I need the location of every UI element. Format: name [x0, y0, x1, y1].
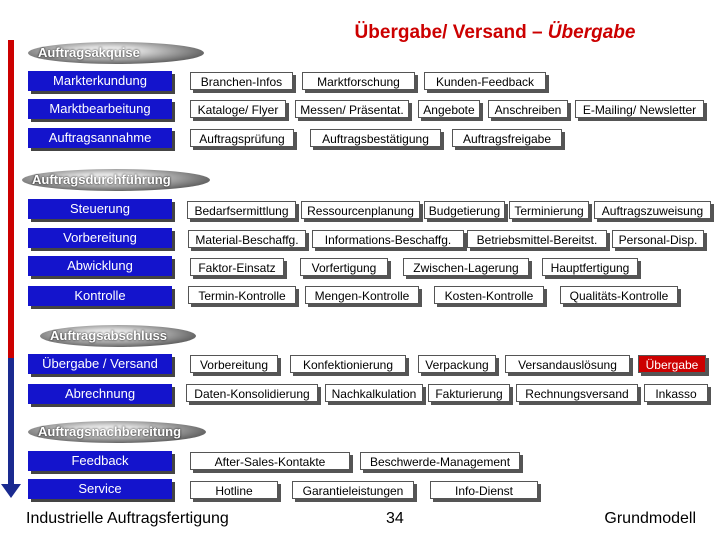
box-mengen-kontrolle: Mengen-Kontrolle	[305, 286, 419, 304]
box-marktforschung: Marktforschung	[302, 72, 415, 90]
box-nachkalkulation: Nachkalkulation	[325, 384, 423, 402]
box-zwischen-lagerung: Zwischen-Lagerung	[403, 258, 529, 276]
phase-auftragsakquise: Auftragsakquise	[28, 42, 204, 64]
box-bedarfsermittlung: Bedarfsermittlung	[187, 201, 296, 219]
box-kosten-kontrolle: Kosten-Kontrolle	[434, 286, 544, 304]
box-info-dienst: Info-Dienst	[430, 481, 538, 499]
box-rechnungsversand: Rechnungsversand	[516, 384, 638, 402]
box-fakturierung: Fakturierung	[428, 384, 510, 402]
box-anschreiben: Anschreiben	[488, 100, 568, 118]
box-hauptfertigung: Hauptfertigung	[542, 258, 638, 276]
box-auftragsbestaetigung: Auftragsbestätigung	[310, 129, 441, 147]
label-service: Service	[28, 479, 172, 499]
footer-right: Grundmodell	[604, 510, 696, 527]
box-betriebsmittel-bereitstellung: Betriebsmittel-Bereitst.	[467, 230, 607, 248]
phase-auftragsdurchfuehrung: Auftragsdurchführung	[22, 169, 210, 191]
box-inkasso: Inkasso	[644, 384, 708, 402]
page-title	[300, 22, 690, 44]
label-abwicklung: Abwicklung	[28, 256, 172, 276]
page-number: 34	[386, 510, 404, 527]
label-vorbereitung: Vorbereitung	[28, 228, 172, 248]
phase-auftragsnachbereitung: Auftragsnachbereitung	[28, 421, 206, 443]
box-daten-konsolidierung: Daten-Konsolidierung	[186, 384, 318, 402]
box-auftragszuweisung: Auftragszuweisung	[594, 201, 711, 219]
box-qualitaets-kontrolle: Qualitäts-Kontrolle	[560, 286, 678, 304]
label-steuerung: Steuerung	[28, 199, 172, 219]
box-e-mailing-newsletter: E-Mailing/ Newsletter	[575, 100, 704, 118]
label-marktbearbeitung: Marktbearbeitung	[28, 99, 172, 119]
box-verpackung: Verpackung	[418, 355, 496, 373]
box-budgetierung: Budgetierung	[424, 201, 505, 219]
box-beschwerde-management: Beschwerde-Management	[360, 452, 520, 470]
label-auftragsannahme: Auftragsannahme	[28, 128, 172, 148]
label-abrechnung: Abrechnung	[28, 384, 172, 404]
box-angebote: Angebote	[418, 100, 480, 118]
box-vorbereitung: Vorbereitung	[190, 355, 278, 373]
label-markterkundung: Markterkundung	[28, 71, 172, 91]
label-uebergabe-versand: Übergabe / Versand	[28, 354, 172, 374]
box-ressourcenplanung: Ressourcenplanung	[301, 201, 420, 219]
box-terminierung: Terminierung	[509, 201, 589, 219]
box-kunden-feedback: Kunden-Feedback	[424, 72, 546, 90]
label-kontrolle: Kontrolle	[28, 286, 172, 306]
box-versandausloesung: Versandauslösung	[505, 355, 630, 373]
box-informations-beschaffung: Informations-Beschaffg.	[312, 230, 464, 248]
box-auftragsfreigabe: Auftragsfreigabe	[452, 129, 562, 147]
box-material-beschaffung: Material-Beschaffg.	[188, 230, 306, 248]
label-feedback: Feedback	[28, 451, 172, 471]
box-personal-disposition: Personal-Disp.	[612, 230, 704, 248]
box-hotline: Hotline	[190, 481, 278, 499]
title-highlight: Übergabe	[547, 22, 636, 43]
box-auftragspruefung: Auftragsprüfung	[190, 129, 294, 147]
process-arrow-head	[1, 484, 21, 498]
box-messen-praesentat: Messen/ Präsentat.	[295, 100, 409, 118]
box-after-sales-kontakte: After-Sales-Kontakte	[190, 452, 350, 470]
box-branchen-infos: Branchen-Infos	[190, 72, 293, 90]
footer-left: Industrielle Auftragsfertigung	[26, 510, 229, 527]
process-arrow-bottom	[8, 358, 14, 486]
box-faktor-einsatz: Faktor-Einsatz	[190, 258, 284, 276]
box-termin-kontrolle: Termin-Kontrolle	[188, 286, 296, 304]
process-arrow-top	[8, 40, 14, 358]
box-garantieleistungen: Garantieleistungen	[292, 481, 414, 499]
box-kataloge-flyer: Kataloge/ Flyer	[190, 100, 286, 118]
box-vorfertigung: Vorfertigung	[300, 258, 388, 276]
phase-auftragsabschluss: Auftragsabschluss	[40, 325, 196, 347]
title-prefix: Übergabe/ Versand –	[354, 22, 548, 43]
box-konfektionierung: Konfektionierung	[290, 355, 406, 373]
box-uebergabe-current: Übergabe	[638, 355, 706, 373]
